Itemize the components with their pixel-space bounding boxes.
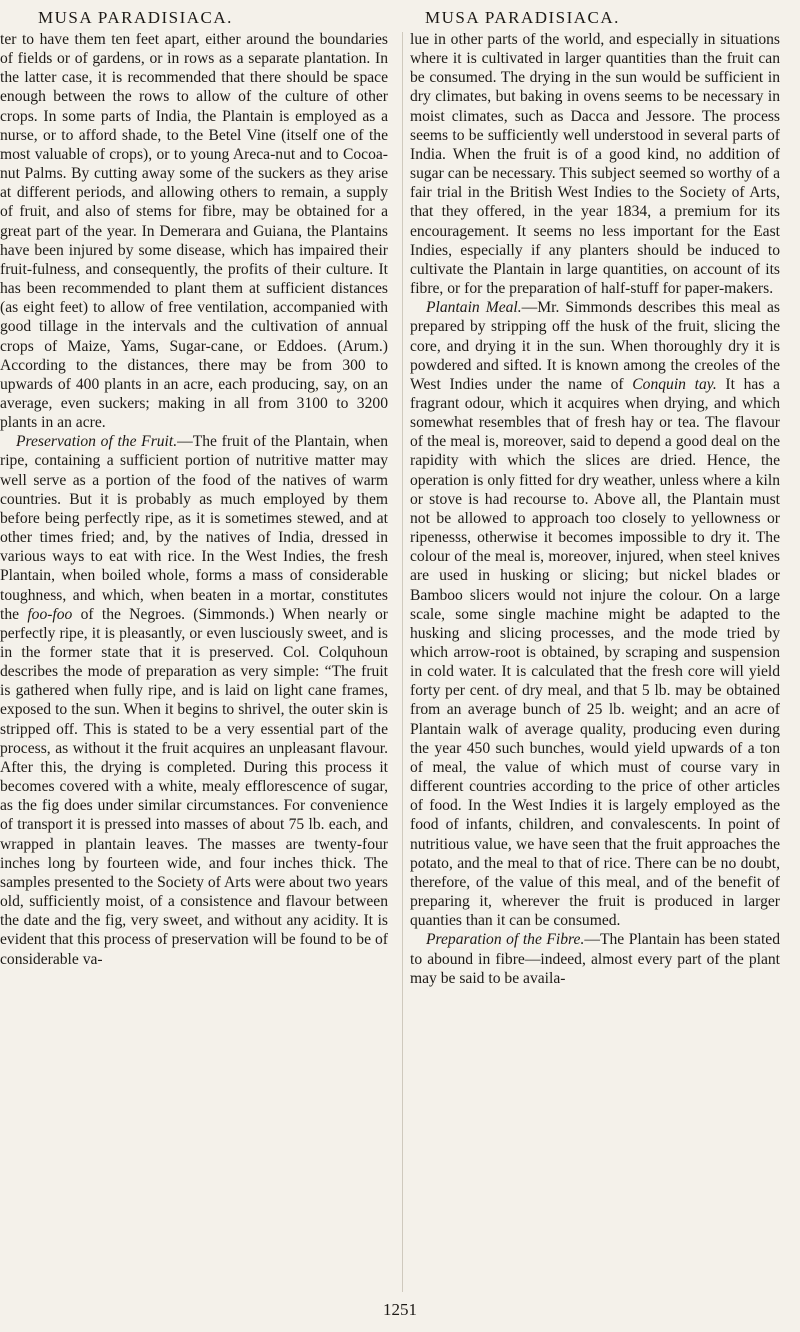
section-heading-plantain-meal: Plantain Meal. [426,299,522,317]
paragraph-preservation [0,432,388,968]
running-head-left: MUSA PARADISIACA. [38,8,233,27]
right-column [410,30,780,988]
section-heading-fibre: Preparation of the Fibre. [426,931,585,949]
paragraph-left-1: ter to have them ten feet apart, either around the boundaries of fields or of gardens, or in rows as a separate plantation. In the latter case, it is recommended that there should be space enough between the rows to allow of the culture of other crops. In some parts of India, the Plantain is employed as a nurse, or to afford shade, to the Betel Vine (itself one of the most valuable of crops), or to young Areca-nut and to Cocoa-nut Palms. By cutting away some of the suckers as they arise at different periods, and allowing others to remain, a supply of fruit, and also of stems for fibre, may be obtained for a great part of the year. In Demerara and Guiana, the Plantains have been injured by some disease, which has impaired their fruit-fulness, and consequently, the profits of their culture. It has been recommended to plant them at sufficient distances (as eight feet) to allow of free ventilation, accompanied with good tillage in the intervals and the cultivation of annual crops of Maize, Yams, Sugar-cane, or Eddoes. (Arum.) According to the distances, there may be from 300 to upwards of 400 plants in an acre, each producing, say, on an average, even suckers; making in all from 3100 to 3200 plants in an acre. [0,31,388,432]
paragraph-right-1: lue in other parts of the world, and especially in situations where it is cultivated in larger quantities than the fruit can be consumed. The drying in the sun would be sufficient in dry climates, but baking in ovens seems to be necessary in moist climates, such as Dacca and Jessore. The process seems to be sufficiently well understood in several parts of India. When the fruit is of a good kind, no addition of sugar can be necessary. This subject seemed so worthy of a fair trial in the British West Indies to the Society of Arts, that they offered, in the year 1834, a premium for its encouragement. It seems no less important for the East Indies, especially if any planters should be induced to cultivate the Plantain in large quantities, on account of its fibre, or for the preparation of half-stuff for paper-makers. [410,31,780,298]
running-head-right: MUSA PARADISIACA. [425,8,620,27]
paragraph-preservation-text-b: of the Negroes. (Simmonds.) When nearly or perfectly ripe, it is pleasantly, or even lusciously sweet, and is in the former state that it is preserved. Col. Colquhoun describes the mode of preparation as very simple: “The fruit is gathered when fully ripe, and is laid on light cane frames, exposed to the sun. When it begins to shrivel, the outer skin is stripped off. This is stated to be a very essential part of the process, as without it the fruit acquires an unpleasant flavour. After this, the drying is completed. During this process it becomes covered with a white, mealy efflorescence of sugar, as the fig does under similar circumstances. For convenience of transport it is pressed into masses of about 75 lb. each, and wrapped in plantain leaves. The masses are twenty-four inches long by fourteen wide, and four inches thick. The samples presented to the Society of Arts were about two years old, sufficiently moist, of a consistence and flavour between the date and the fig, very sweet, and without any acidity. It is evident that this process of preservation will be found to be of considerable va- [0,605,388,968]
paragraph-preservation-text-a: —The fruit of the Plantain, when ripe, containing a sufficient portion of nutritive matter may well serve as a portion of the food of the natives of warm countries. But it is probably as much employed by them before being perfectly ripe, as it is sometimes stewed, and at other times fried; and, by the natives of India, dressed in various ways to eat with rice. In the West Indies, the fresh Plantain, when boiled whole, forms a mass of considerable toughness, and which, when beaten in a mortar, constitutes the [0,433,388,623]
paragraph-fibre-text: —The Plantain has been stated to abound in fibre—indeed, almost every part of the plant may be said to be availa- [410,931,780,987]
paragraph-meal-text-b: It has a fragrant odour, which it acquires when drying, and which somewhat resembles that of fresh hay or tea. The flavour of the meal is, moreover, said to depend a good deal on the rapidity with which the slices are dried. Hence, the operation is only fitted for dry weather, unless where a kiln or stove is had recourse to. Above all, the Plantain must not be allowed to approach too closely to yellowness or ripenesss, otherwise it becomes impossible to dry it. The colour of the meal is, moreover, injured, when steel knives are used in husking or slicing; but nickel blades or Bamboo slicers would not injure the colour. On a large scale, some single machine might be adapted to the husking and slicing processes, and the mode tried by which arrow-root is obtained, by scraping and suspension in cold water. It is calculated that the fresh core will yield forty per cent. of dry meal, and that 5 lb. may be obtained from an average bunch of 25 lb. weight; and an acre of Plantain walk of average quality, producing even during the year 450 such bunches, would yield upwards of a ton of meal, the value of which must of course vary in different countries according to the price of other articles of food. In the West Indies it is largely employed as the food of infants, children, and convalescents. In point of nutritious value, we have seen that the fruit approaches the potato, and the meal to that of rice. There can be no doubt, therefore, of the value of this meal, and of the benefit of preparing it, wherever the fruit is produced in larger quanties than it can be consumed. [410,375,780,930]
left-column [0,30,388,969]
paragraph-plantain-meal [410,298,780,930]
column-divider [402,32,403,1292]
section-heading-preservation: Preservation of the Fruit. [16,433,178,451]
paragraph-fibre [410,930,780,987]
paragraph-meal-text-a: —Mr. Simmonds describes this meal as prepared by stripping off the husk of the fruit, slicing the core, and drying it in the sun. When thoroughly dry it is powdered and sifted. It is known among the creoles of the West Indies under the name of [410,299,780,393]
term-conquin-tay: Conquin tay. [632,375,717,393]
page-number: 1251 [383,1300,417,1319]
term-foo-foo: foo-foo [27,605,73,623]
